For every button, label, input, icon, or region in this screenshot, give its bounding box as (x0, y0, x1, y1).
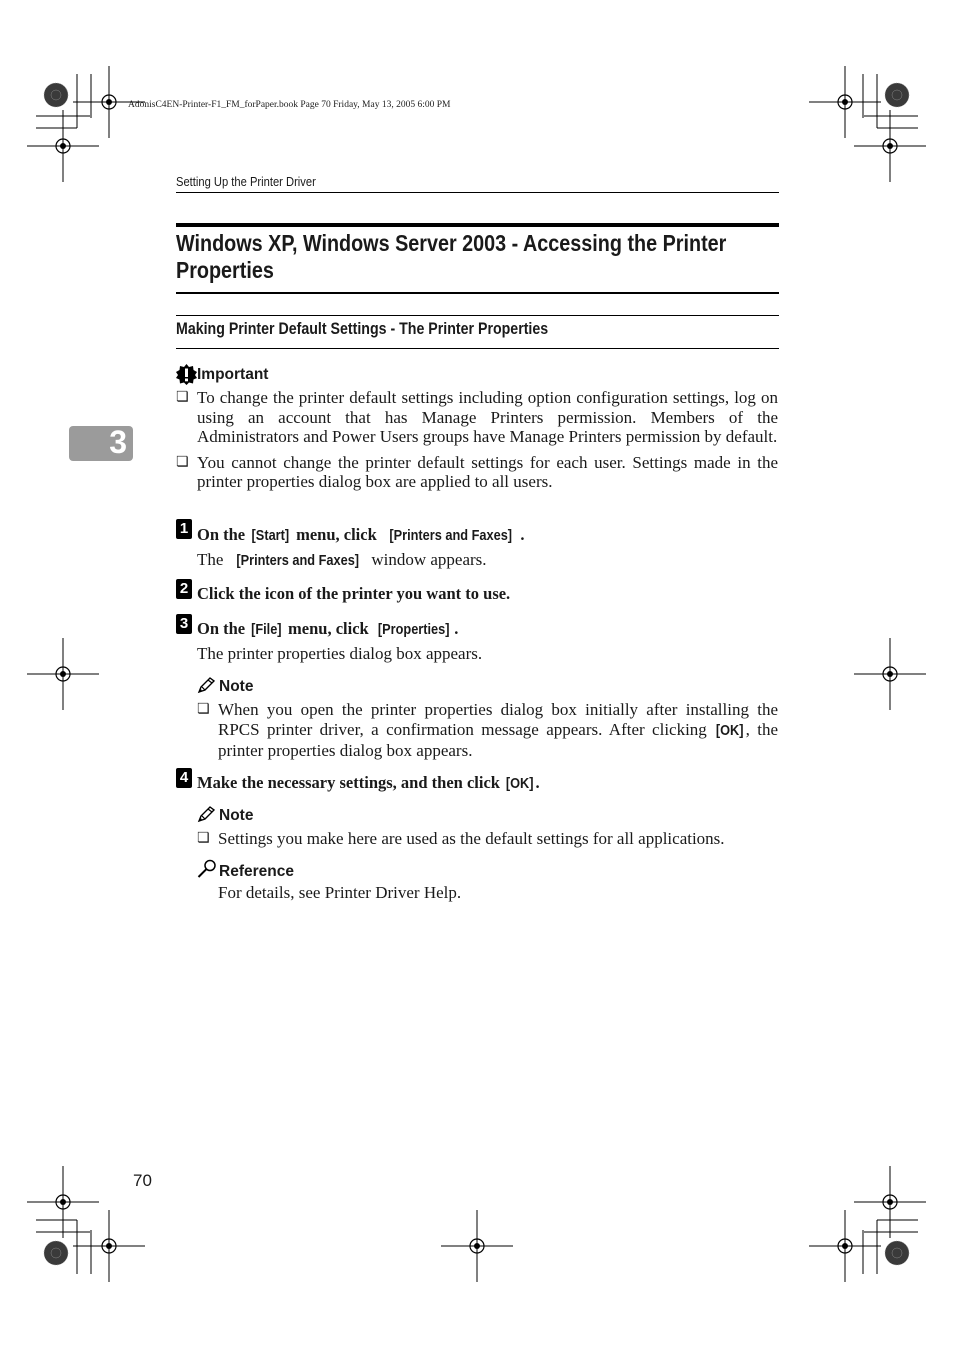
step-2-instruction: Click the icon of the printer you want to use. (197, 584, 511, 603)
step-4-note-list (197, 829, 778, 855)
list-item: ❏ When you open the printer properties dialog box initially after installing the RPCS printer driver, a confirmation message appears. After clicking [OK] , the printer properties dialog box appears. (197, 700, 778, 761)
section-rule-top (176, 315, 779, 316)
step-number-2: 2 (176, 579, 192, 599)
ui-term: [Properties] (377, 622, 450, 638)
step-number-4: 4 (176, 768, 192, 788)
step-4-instruction: Make the necessary settings, and then click [OK] . (197, 773, 540, 792)
step-number-1: 1 (176, 519, 192, 539)
chapter-tab: 3 (69, 426, 133, 461)
reference-label: Reference (219, 863, 294, 880)
important-icon (176, 364, 197, 385)
ui-term: [Printers and Faxes] (389, 528, 512, 544)
header-rule (176, 192, 779, 193)
step-number-3: 3 (176, 614, 192, 634)
note-label: Note (219, 807, 254, 824)
step-3-note-list (197, 700, 778, 767)
step-3-result: The printer properties dialog box appears. (197, 644, 483, 663)
section-title: Making Printer Default Settings - The Printer Properties (176, 320, 549, 338)
running-header: Setting Up the Printer Driver (176, 174, 316, 189)
ui-term: [OK] (505, 776, 534, 792)
important-list (176, 388, 778, 498)
ui-term: [Start] (251, 528, 290, 544)
section-rule-bottom (176, 348, 779, 349)
file-header: AdonisC4EN-Printer-F1_FM_forPaper.book Page 70 Friday, May 13, 2005 6:00 PM (128, 100, 451, 110)
list-item: ❏ To change the printer default settings including option configuration settings, log on using an account that has Manage Printers permission. Members of the Administrators and Power Users groups have Manage Printers permission by default. (176, 388, 778, 447)
magnifier-icon (197, 859, 217, 879)
note-label: Note (219, 678, 254, 695)
page-number: 70 (133, 1171, 152, 1190)
chapter-title: Windows XP, Windows Server 2003 - Accessing the Printer Properties (176, 230, 727, 283)
list-item: ❏ Settings you make here are used as the default settings for all applications. (197, 829, 778, 849)
ui-term: [Printers and Faxes] (236, 553, 359, 569)
step-1-result: The [Printers and Faxes] window appears. (197, 550, 487, 569)
pencil-icon (197, 676, 216, 694)
step-3-instruction: On the [File] menu, click [Properties] . (197, 619, 459, 638)
reference-text: For details, see Printer Driver Help. (218, 883, 462, 902)
title-rule-bottom (176, 292, 779, 294)
title-rule-top (176, 223, 779, 227)
ui-term: [OK] (716, 722, 744, 739)
list-item: ❏ You cannot change the printer default settings for each user. Settings made in the printer properties dialog box are applied to all users. (176, 453, 778, 492)
pencil-icon (197, 805, 216, 823)
important-label: Important (197, 366, 269, 383)
ui-term: [File] (251, 622, 282, 638)
step-1-instruction: On the [Start] menu, click [Printers and Faxes] . (197, 525, 525, 544)
